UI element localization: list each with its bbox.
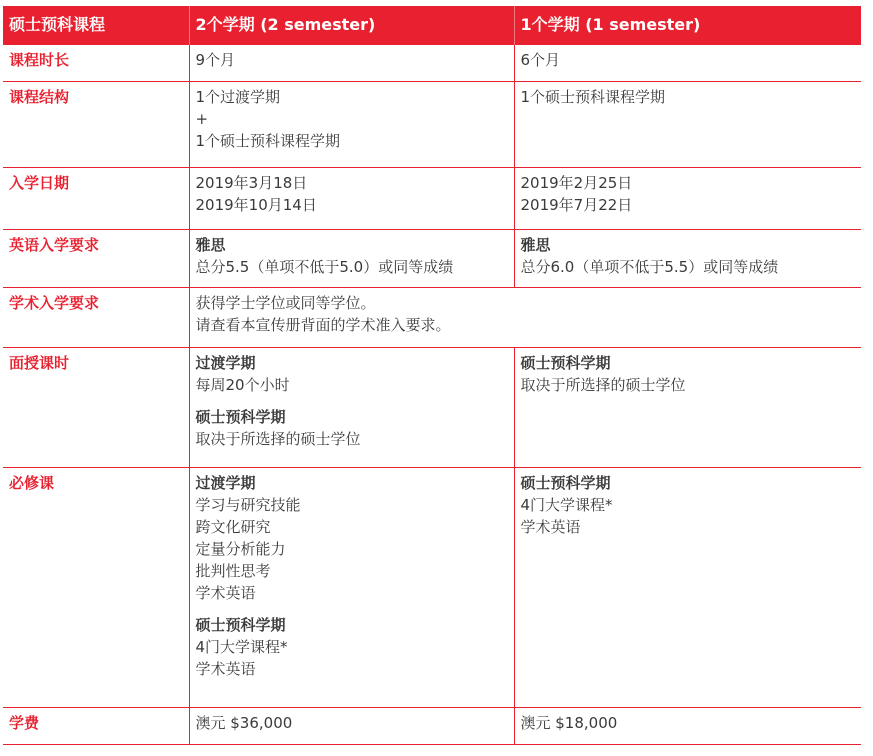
core-course: 学术英语: [195, 584, 256, 602]
core-one-title: 硕士预科学期: [520, 474, 611, 492]
contact-hours-label: 面授课时: [3, 348, 189, 468]
fees-one: 澳元 $18,000: [514, 708, 861, 745]
contact-two-a-text: 每周20个小时: [195, 376, 290, 394]
row-contact-hours: [3, 348, 861, 468]
intake-two: [189, 168, 514, 230]
english-one-text: 总分6.0（单项不低于5.5）或同等成绩: [520, 258, 779, 276]
row-english: [3, 230, 861, 288]
header-two-semester: 2个学期 (2 semester): [189, 6, 514, 45]
english-label: 英语入学要求: [3, 230, 189, 288]
contact-hours-two: [189, 348, 514, 468]
row-academic: [3, 288, 861, 348]
contact-two-b-text: 取决于所选择的硕士学位: [195, 430, 361, 448]
english-one: [514, 230, 861, 288]
core-course: 批判性思考: [195, 562, 271, 580]
academic-line: 请查看本宣传册背面的学术准入要求。: [195, 316, 451, 334]
structure-two-line: +: [195, 110, 209, 128]
academic-text: [189, 288, 861, 348]
english-two-title: 雅思: [195, 236, 226, 254]
contact-two-b-title: 硕士预科学期: [195, 408, 286, 426]
academic-line: 获得学士学位或同等学位。: [195, 294, 376, 312]
core-course: 定量分析能力: [195, 540, 286, 558]
structure-two-line: 1个硕士预科课程学期: [195, 132, 341, 150]
contact-two-a-title: 过渡学期: [195, 354, 256, 372]
core-course: 学习与研究技能: [195, 496, 301, 514]
header-one-semester: 1个学期 (1 semester): [514, 6, 861, 45]
intake-label: 入学日期: [3, 168, 189, 230]
row-intake: [3, 168, 861, 230]
duration-label: 课程时长: [3, 45, 189, 82]
english-two: [189, 230, 514, 288]
core-label: 必修课: [3, 468, 189, 708]
row-core: [3, 468, 861, 708]
fees-two: 澳元 $36,000: [189, 708, 514, 745]
intake-date: 2019年10月14日: [195, 196, 317, 214]
structure-one: 1个硕士预科课程学期: [514, 82, 861, 168]
program-comparison-table: [3, 6, 861, 745]
duration-two: 9个月: [189, 45, 514, 82]
intake-date: 2019年7月22日: [520, 196, 633, 214]
contact-hours-one: [514, 348, 861, 468]
intake-date: 2019年3月18日: [195, 174, 308, 192]
core-two: [189, 468, 514, 708]
structure-two: [189, 82, 514, 168]
english-one-title: 雅思: [520, 236, 551, 254]
row-structure: [3, 82, 861, 168]
intake-date: 2019年2月25日: [520, 174, 633, 192]
english-two-text: 总分5.5（单项不低于5.0）或同等成绩: [195, 258, 454, 276]
row-fees: [3, 708, 861, 745]
core-course: 跨文化研究: [195, 518, 271, 536]
academic-label: 学术入学要求: [3, 288, 189, 348]
core-course: 4门大学课程*: [520, 496, 613, 514]
structure-label: 课程结构: [3, 82, 189, 168]
row-duration: [3, 45, 861, 82]
intake-one: [514, 168, 861, 230]
core-one: [514, 468, 861, 708]
contact-one-text: 取决于所选择的硕士学位: [520, 376, 686, 394]
core-two-b-title: 硕士预科学期: [195, 616, 286, 634]
core-two-a-title: 过渡学期: [195, 474, 256, 492]
structure-two-line: 1个过渡学期: [195, 88, 281, 106]
fees-label: 学费: [3, 708, 189, 745]
duration-one: 6个月: [514, 45, 861, 82]
header-program: 硕士预科课程: [3, 6, 189, 45]
core-course: 学术英语: [520, 518, 581, 536]
core-course: 4门大学课程*: [195, 638, 288, 656]
table-header-row: [3, 6, 861, 45]
contact-one-title: 硕士预科学期: [520, 354, 611, 372]
core-course: 学术英语: [195, 660, 256, 678]
